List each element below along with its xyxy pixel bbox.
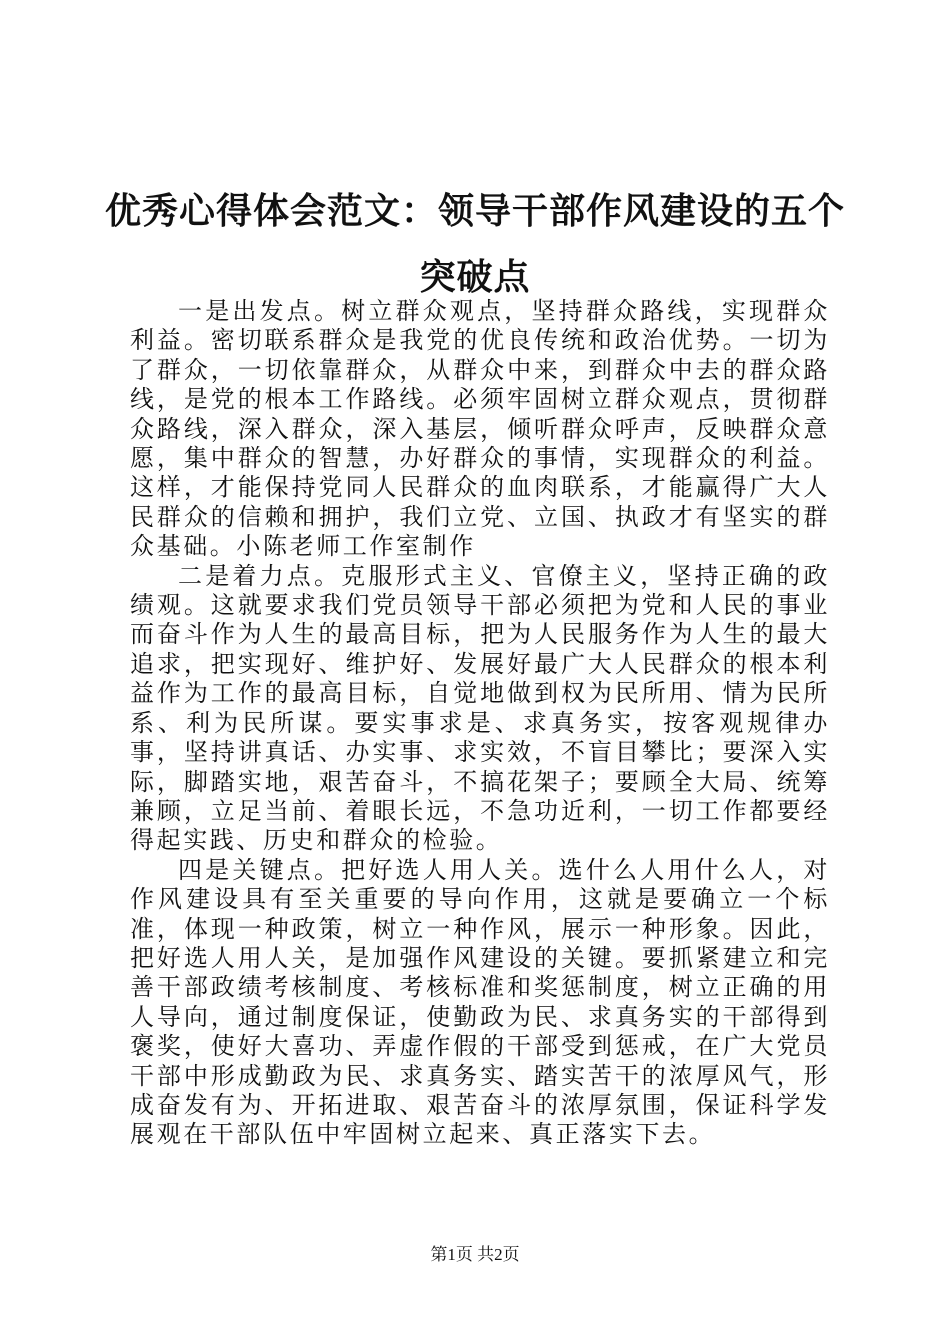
paragraph-1: 一是出发点。树立群众观点，坚持群众路线，实现群众利益。密切联系群众是我党的优良传统和政治优势。一切为了群众，一切依靠群众，从群众中来，到群众中去的群众路线，是党的根本工作路线。必须牢固树立群众观点，贯彻群众路线，深入群众，深入基层，倾听群众呼声，反映群众意愿，集中群众的智慧，办好群众的事情，实现群众的利益。这样，才能保持党同人民群众的血肉联系，才能赢得广大人民群众的信赖和拥护，我们立党、立国、执政才有坚实的群众基础。小陈老师工作室制作 <box>130 297 830 561</box>
paragraph-3: 四是关键点。把好选人用人关。选什么人用什么人，对作风建设具有至关重要的导向作用，这就是要确立一个标准，体现一种政策，树立一种作风，展示一种形象。因此，把好选人用人关，是加强作风建设的关键。要抓紧建立和完善干部政绩考核制度、考核标准和奖惩制度，树立正确的用人导向，通过制度保证，使勤政为民、求真务实的干部得到褒奖，使好大喜功、弄虚作假的干部受到惩戒，在广大党员干部中形成勤政为民、求真务实、踏实苦干的浓厚风气，形成奋发有为、开拓进取、艰苦奋斗的浓厚氛围，保证科学发展观在干部队伍中牢固树立起来、真正落实下去。 <box>130 855 830 1149</box>
document-title: 优秀心得体会范文：领导干部作风建设的五个突破点 <box>105 190 846 298</box>
document-body <box>130 297 830 1150</box>
page-number-footer: 第1页 共2页 <box>430 1245 520 1264</box>
paragraph-2: 二是着力点。克服形式主义、官僚主义，坚持正确的政绩观。这就要求我们党员领导干部必须把为党和人民的事业而奋斗作为人生的最高目标，把为人民服务作为人生的最大追求，把实现好、维护好、发展好最广大人民群众的根本利益作为工作的最高目标，自觉地做到权为民所用、情为民所系、利为民所谋。要实事求是、求真务实，按客观规律办事，坚持讲真话、办实事、求实效，不盲目攀比；要深入实际，脚踏实地，艰苦奋斗，不搞花架子；要顾全大局、统筹兼顾，立足当前、着眼长远，不急功近利，一切工作都要经得起实践、历史和群众的检验。 <box>130 561 830 855</box>
